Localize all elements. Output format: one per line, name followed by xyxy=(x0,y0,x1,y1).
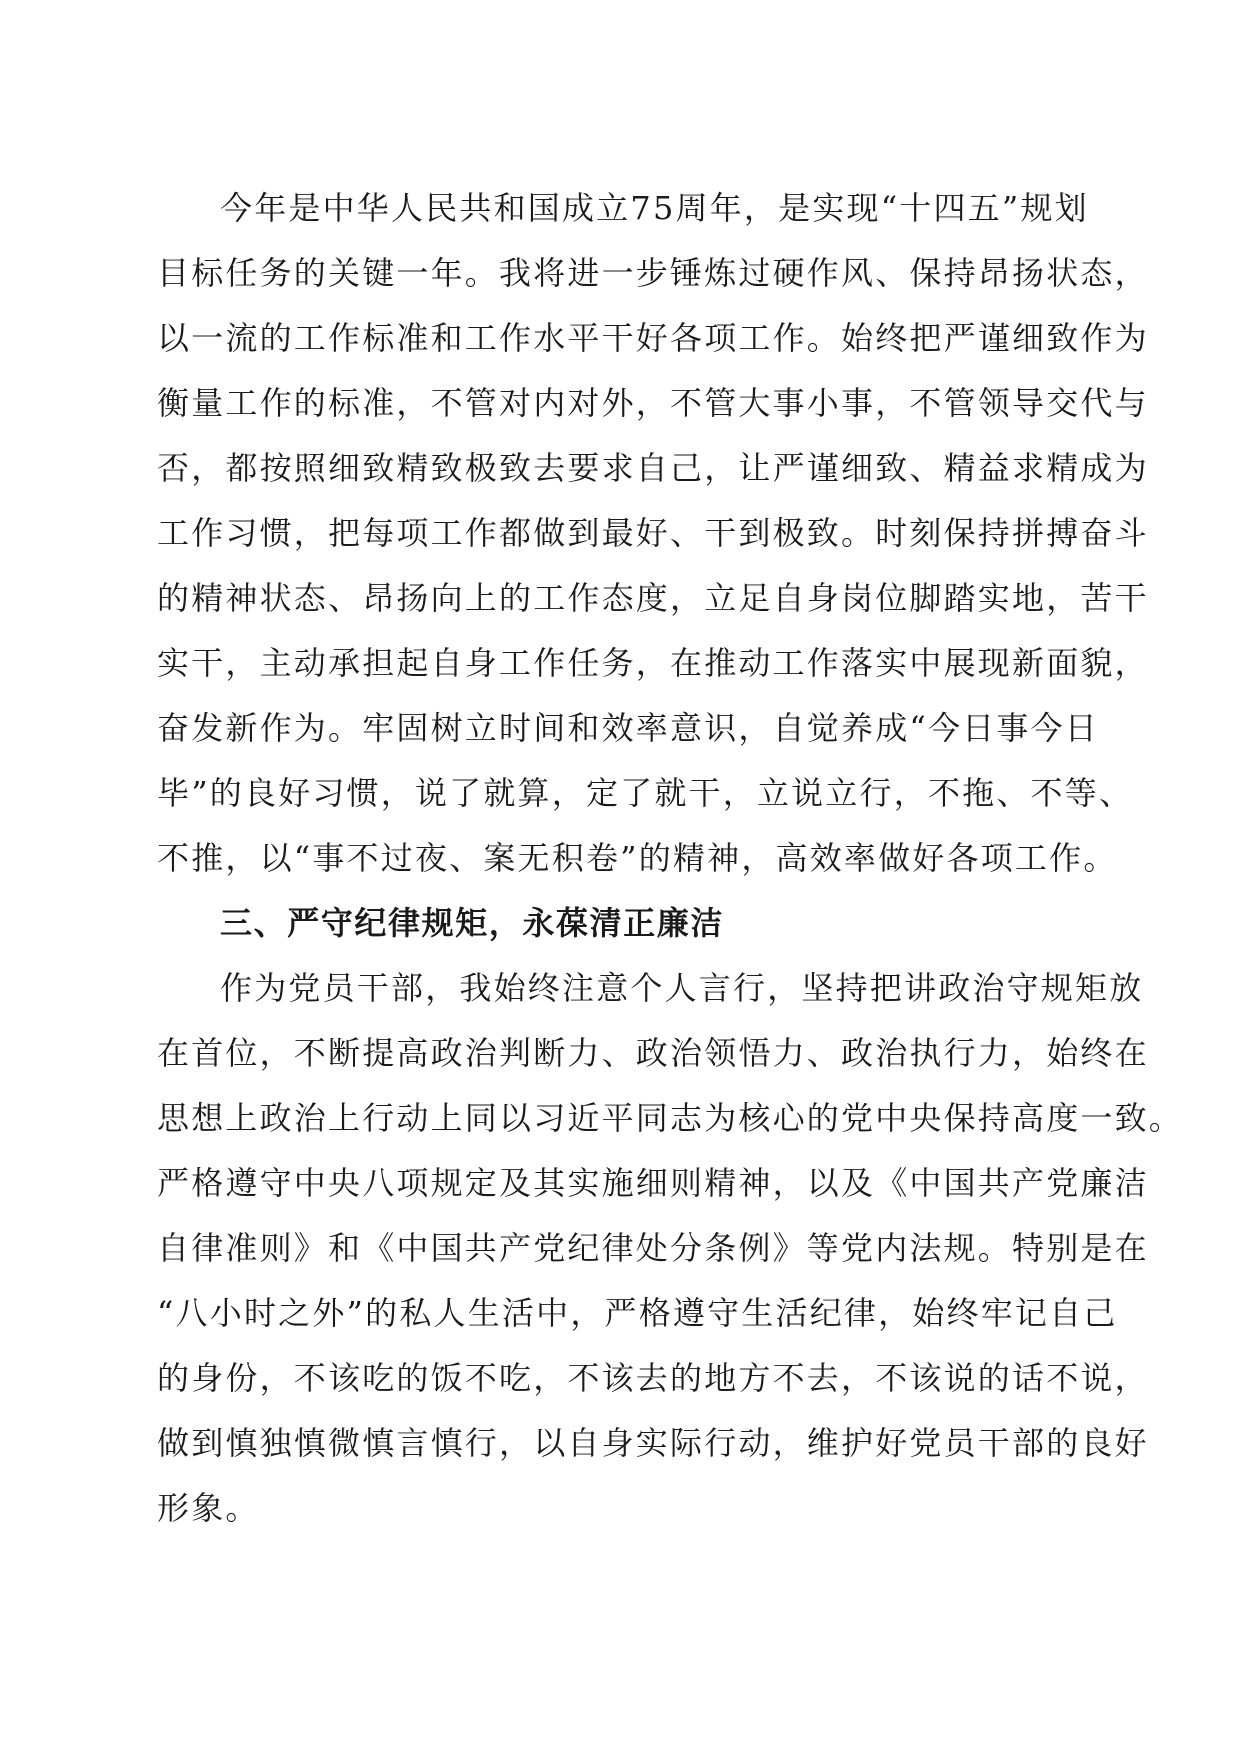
paragraph-line: 毕”的良好习惯，说了就算，定了就干，立说立行，不拖、不等、 xyxy=(157,774,1134,812)
paragraph-line: 的身份，不该吃的饭不吃，不该去的地方不去，不该说的话不说， xyxy=(157,1359,1149,1397)
paragraph-line: 思想上政治上行动上同以习近平同志为核心的党中央保持高度一致。 xyxy=(157,1099,1184,1137)
paragraph-line: 衡量工作的标准，不管对内对外，不管大事小事，不管领导交代与 xyxy=(157,384,1149,422)
paragraph-line: 做到慎独慎微慎言慎行，以自身实际行动，维护好党员干部的良好 xyxy=(157,1424,1149,1462)
paragraph-line: 的精神状态、昂扬向上的工作态度，立足自身岗位脚踏实地，苦干 xyxy=(157,579,1149,617)
paragraph-line: 目标任务的关键一年。我将进一步锤炼过硬作风、保持昂扬状态， xyxy=(157,254,1149,292)
paragraph-2 xyxy=(157,968,1184,1553)
paragraph-line: 自律准则》和《中国共产党纪律处分条例》等党内法规。特别是在 xyxy=(157,1229,1149,1267)
paragraph-line: 实干，主动承担起自身工作任务，在推动工作落实中展现新面貌， xyxy=(157,644,1149,682)
paragraph-line: 作为党员干部，我始终注意个人言行，坚持把讲政治守规矩放 xyxy=(220,969,1144,1007)
paragraph-line: 以一流的工作标准和工作水平干好各项工作。始终把严谨细致作为 xyxy=(157,319,1149,357)
paragraph-line: 今年是中华人民共和国成立75周年，是实现“十四五”规划 xyxy=(220,189,1089,227)
paragraph-line: 工作习惯，把每项工作都做到最好、干到极致。时刻保持拼搏奋斗 xyxy=(157,514,1149,552)
section-heading: 三、严守纪律规矩，永葆清正廉洁 xyxy=(220,904,725,942)
paragraph-line: 形象。 xyxy=(157,1489,260,1527)
paragraph-1 xyxy=(157,188,1149,903)
paragraph-line: “八小时之外”的私人生活中，严格遵守生活纪律，始终牢记自己 xyxy=(157,1294,1118,1332)
paragraph-line: 否，都按照细致精致极致去要求自己，让严谨细致、精益求精成为 xyxy=(157,449,1149,487)
paragraph-line: 不推，以“事不过夜、案无积卷”的精神，高效率做好各项工作。 xyxy=(157,839,1118,877)
document-body xyxy=(157,188,1184,1553)
paragraph-line: 奋发新作为。牢固树立时间和效率意识，自觉养成“今日事今日 xyxy=(157,709,1099,747)
paragraph-line: 严格遵守中央八项规定及其实施细则精神，以及《中国共产党廉洁 xyxy=(157,1164,1149,1202)
paragraph-line: 在首位，不断提高政治判断力、政治领悟力、政治执行力，始终在 xyxy=(157,1034,1149,1072)
